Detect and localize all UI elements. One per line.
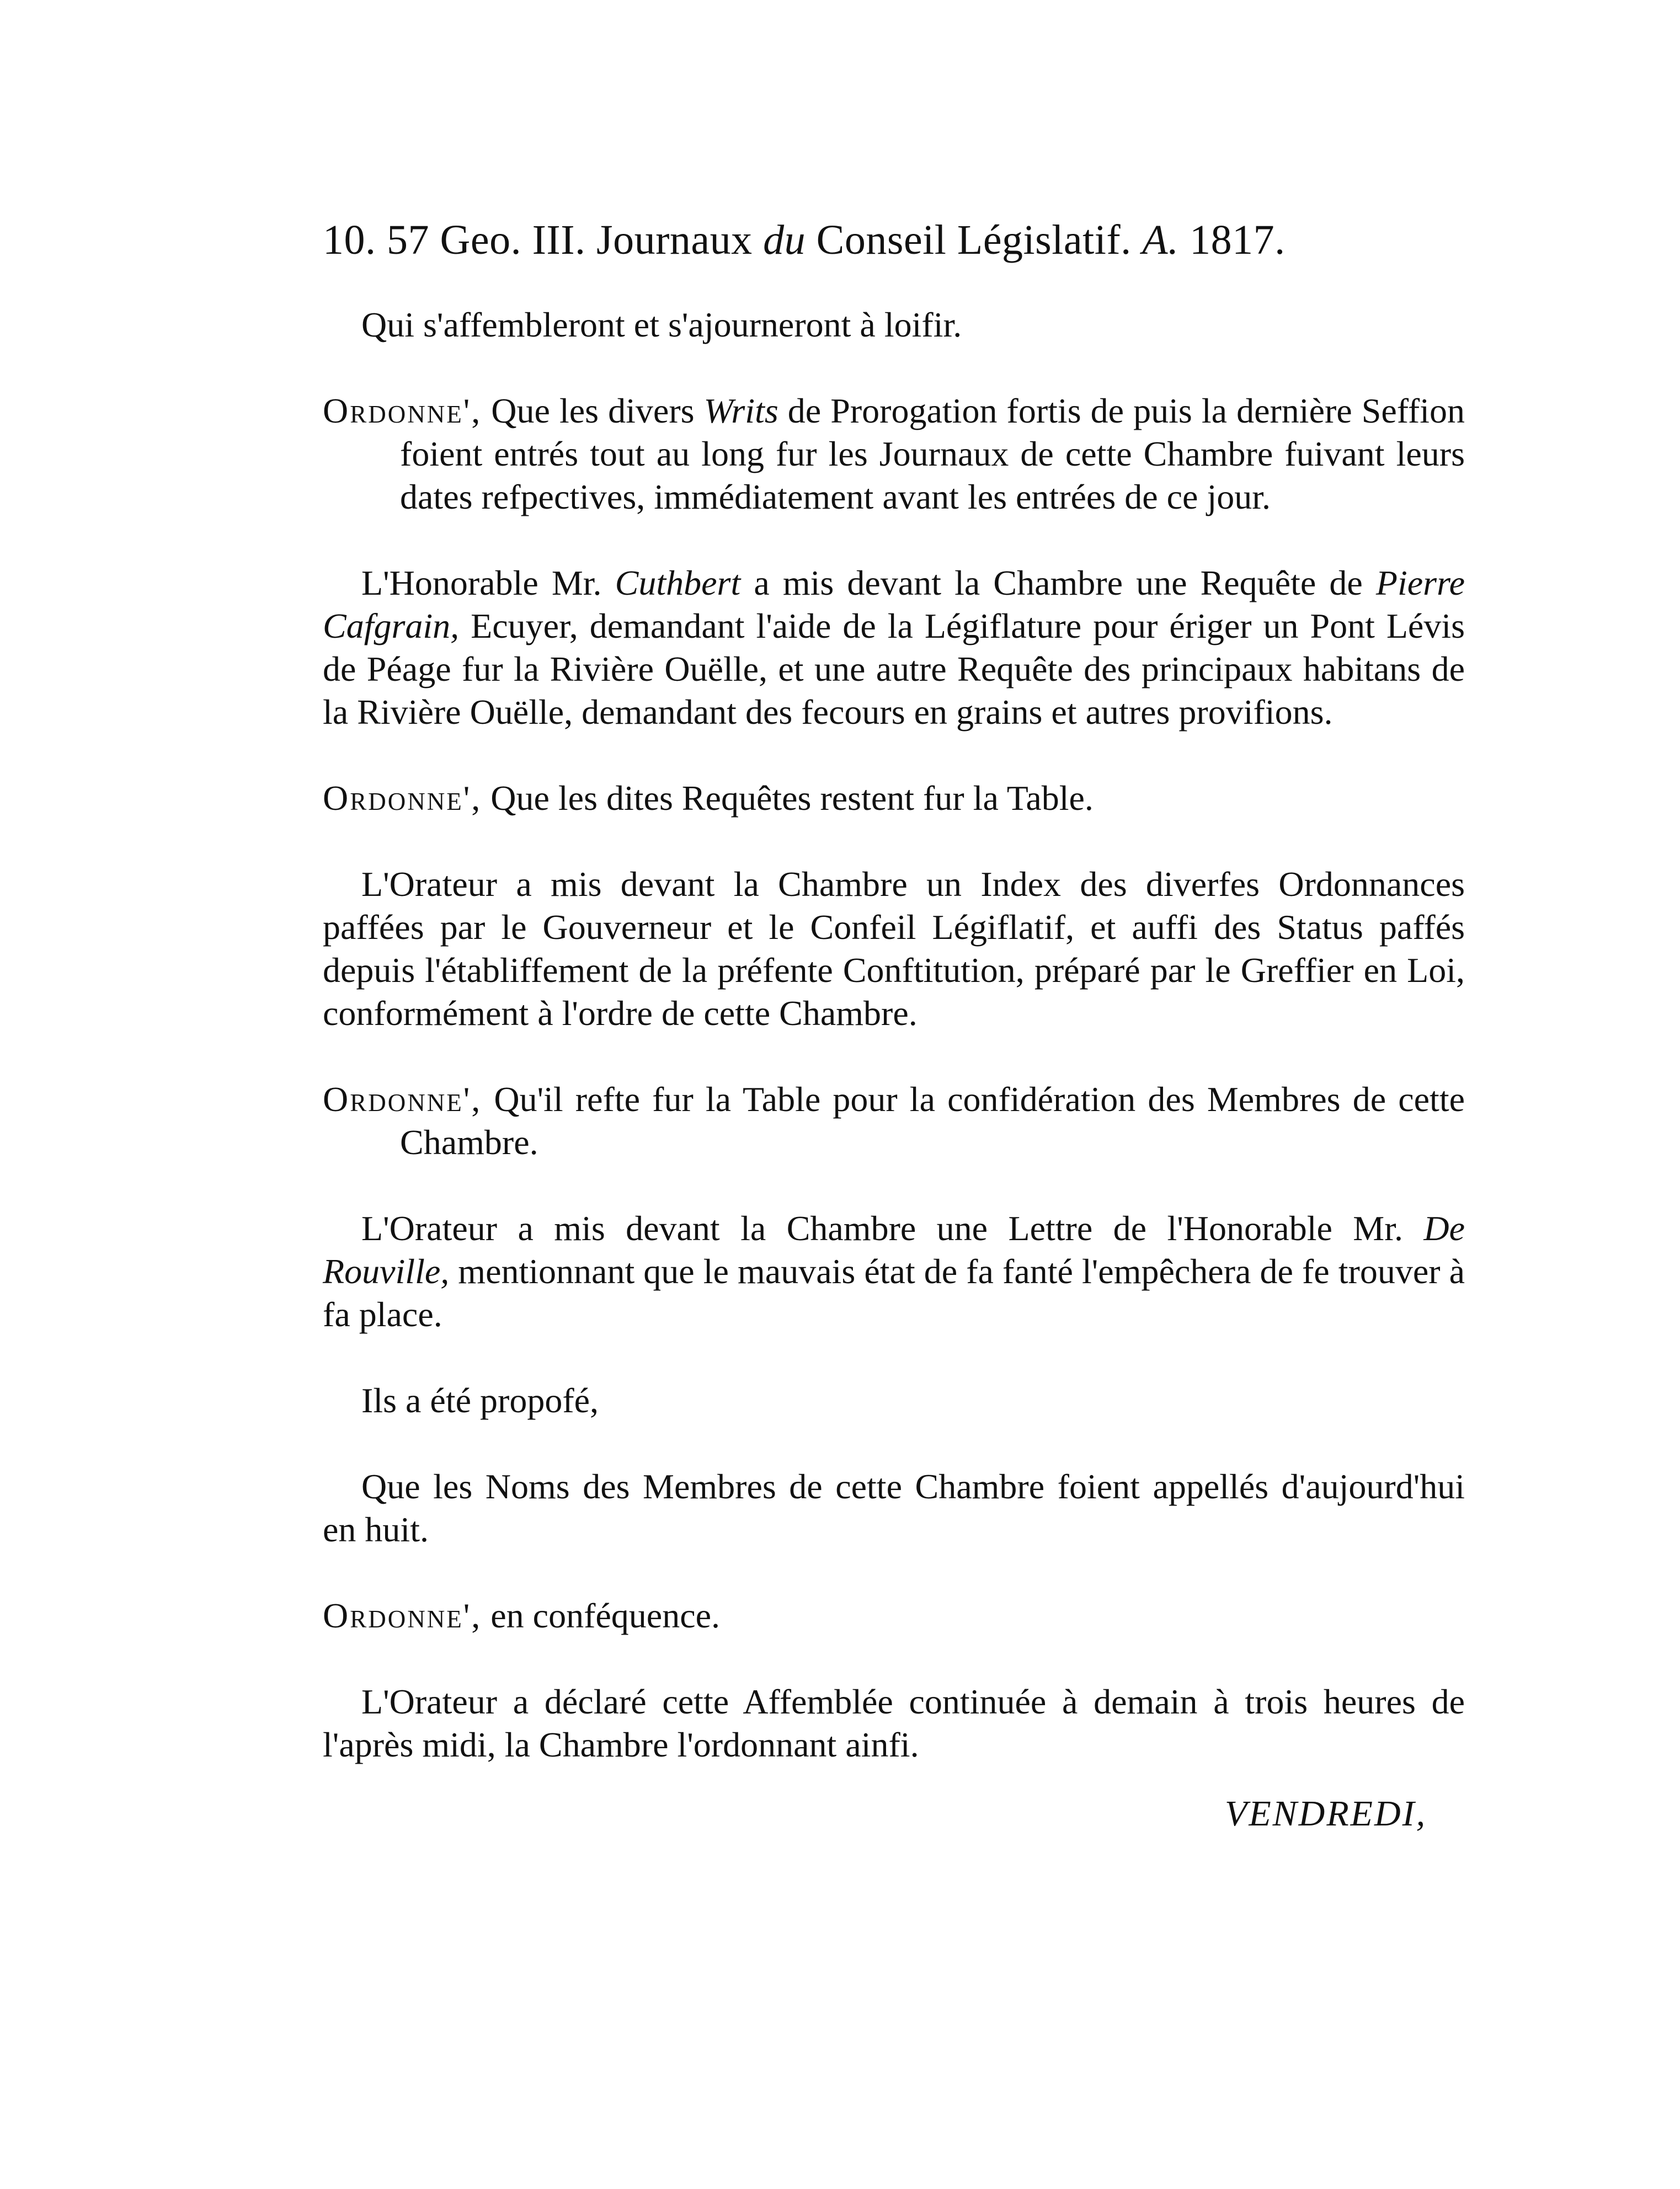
motion-proposed: Ils a été propofé, (361, 1381, 599, 1420)
order-label: Ordonne', (323, 391, 482, 430)
order-remain-table: Ordonne', Qu'il refte fur la Table pour la confidération des Membres de cette Chambre. (323, 1080, 1465, 1162)
motion-call-members: Que les Noms des Membres de cette Chambre foient appellés d'aujourd'hui en huit. (323, 1467, 1465, 1549)
anno-mark: A. (1142, 217, 1179, 263)
order-label: Ordonne', (323, 778, 482, 818)
order-petitions-table: Ordonne', Que les dites Requêtes restent fur la Table. (323, 778, 1094, 818)
adjournment-notice: L'Orateur a déclaré cette Affemblée continuée à demain à trois heures de l'après midi, la Chambre l'ordonnant ainfi. (323, 1682, 1465, 1764)
running-header (323, 212, 1470, 268)
page-number: 10. (323, 217, 376, 263)
order-writs-prorogation: Ordonne', Que les divers Writs de Prorogation fortis de puis la dernière Seffion foient entrés tout au long fur les Journaux de cette Chambre fuivant leurs dates refpectives, immédiatement avant les entrées de ce jour. (323, 391, 1465, 516)
journal-body (323, 303, 1465, 1809)
journal-title-part-2: Conseil Législatif. (816, 217, 1132, 263)
header-year: 1817. (1190, 217, 1286, 263)
journal-title-part-1: Journaux (596, 217, 753, 263)
catchword: VENDREDI, (1225, 1793, 1427, 1834)
regnal-year: 57 Geo. III. (387, 217, 586, 263)
index-ordinances: L'Orateur a mis devant la Chambre un Index des diverfes Ordonnances paffées par le Gouverneur et le Confeil Légiflatif, et auffi des Status paffés depuis l'établiffement de la préfente Conftitution, préparé par le Greffier en Loi, conformément à l'ordre de cette Chambre. (323, 864, 1465, 1033)
letter-de-rouville: L'Orateur a mis devant la Chambre une Lettre de l'Honorable Mr. De Rouville, mentionnant que le mauvais état de fa fanté l'empêchera de fe trouver à fa place. (323, 1209, 1465, 1334)
order-label: Ordonne', (323, 1080, 482, 1119)
journal-title-du: du (763, 217, 806, 263)
petition-cuthbert: L'Honorable Mr. Cuthbert a mis devant la Chambre une Requête de Pierre Cafgrain, Ecuyer, demandant l'aide de la Légiflature pour ériger un Pont Lévis de Péage fur la Rivière Ouëlle, et une autre Requête des principaux habitans de la Rivière Ouëlle, demandant des fecours en grains et autres provifions. (323, 563, 1465, 732)
order-accordingly: Ordonne', en conféquence. (323, 1596, 720, 1635)
paragraph-adjourn-leisure: Qui s'affembleront et s'ajourneront à loifir. (361, 305, 962, 344)
order-label: Ordonne', (323, 1596, 482, 1635)
